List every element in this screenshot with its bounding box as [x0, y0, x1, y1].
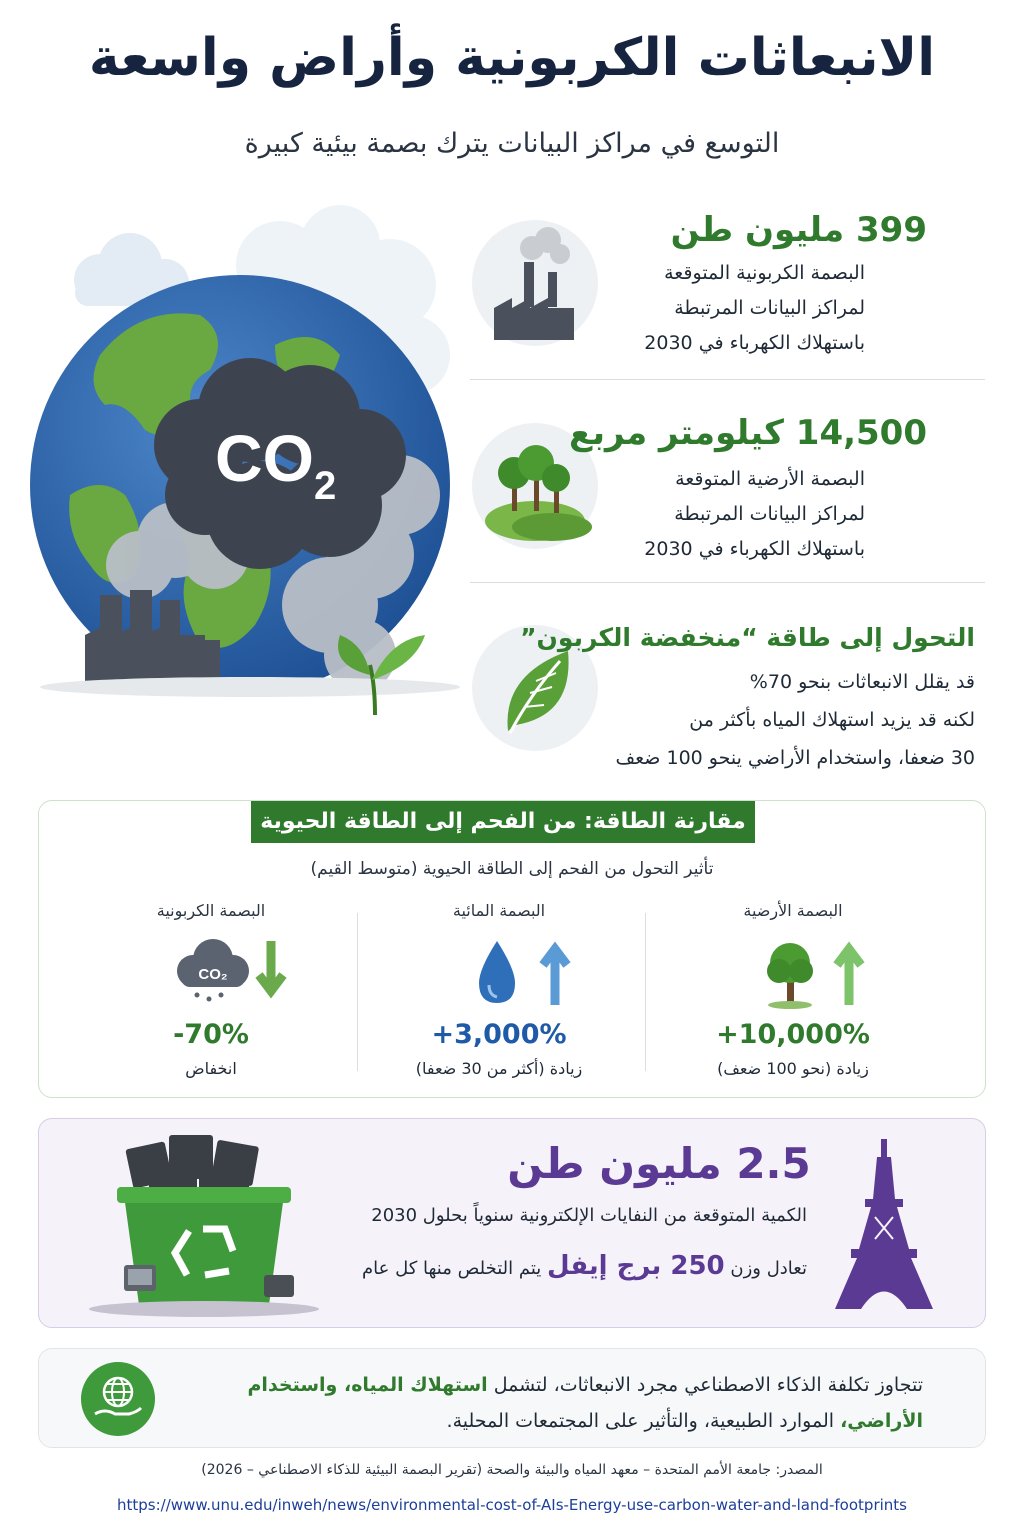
stat-line: البصمة الكربونية المتوقعة [664, 262, 865, 284]
stat-line: باستهلاك الكهرباء في 2030 [644, 332, 865, 354]
factory-icon [472, 220, 598, 346]
stat-value: 14,500 كيلومتر مربع [569, 413, 927, 453]
comparison-water [349, 901, 649, 1081]
comparison-caption: زيادة (أكثر من 30 ضعفا) [415, 1059, 583, 1078]
stat-line: البصمة الأرضية المتوقعة [675, 468, 865, 490]
co2-cloud-icon [171, 935, 291, 1011]
page-subtitle: التوسع في مراكز البيانات يترك بصمة بيئية كبيرة [244, 128, 780, 159]
ewaste-description: الكمية المتوقعة من النفايات الإلكترونية سنوياً بحلول 2030 [371, 1205, 807, 1226]
stat-line: لمراكز البيانات المرتبطة [674, 297, 865, 319]
ewaste-value: 2.5 مليون طن [507, 1139, 811, 1188]
comparison-note: تأثير التحول من الفحم إلى الطاقة الحيوية (متوسط القيم) [310, 859, 714, 879]
globe-hand-icon [81, 1362, 155, 1436]
stat-line: لمراكز البيانات المرتبطة [674, 503, 865, 525]
eiffel-tower-icon [829, 1139, 939, 1309]
stat-line: باستهلاك الكهرباء في 2030 [644, 538, 865, 560]
comparison-caption: انخفاض [185, 1059, 237, 1078]
ewaste-panel [38, 1118, 986, 1328]
tree-icon [753, 935, 873, 1011]
comparison-land [643, 901, 943, 1081]
column-heading: البصمة الكربونية [156, 901, 266, 920]
svg-text:CO₂: CO₂ [198, 966, 228, 983]
co2-label: $CO_2$ [215, 421, 337, 508]
energy-comparison-panel [38, 800, 986, 1098]
source-link[interactable]: https://www.unu.edu/inweh/news/environmental-cost-of-AIs-Energy-use-carbon-water-and-land-footprints [117, 1496, 907, 1514]
water-drop-icon [459, 935, 579, 1011]
column-heading: البصمة المائية [452, 901, 546, 920]
recycling-bin-icon [69, 1125, 339, 1325]
comparison-carbon [61, 901, 361, 1081]
stat-land [470, 403, 985, 583]
divider [470, 582, 985, 583]
comparison-banner: مقارنة الطاقة: من الفحم إلى الطاقة الحيوية [251, 801, 755, 843]
summary-note [38, 1348, 986, 1448]
comparison-value: +10,000% [716, 1019, 870, 1050]
stat-line: قد يقلل الانبعاثات بنحو 70% [749, 671, 975, 693]
page-title: الانبعاثات الكربونية وأراض واسعة [88, 28, 936, 88]
stat-line: 30 ضعفا، واستخدام الأراضي ينحو 100 ضعف [615, 747, 975, 769]
summary-text: تتجاوز تكلفة الذكاء الاصطناعي مجرد الانبعاثات، لتشمل استهلاك المياه، واستخدام الأراضي، الموارد الطبيعية، والتأثير على المجتمعات المحلية. [247, 1374, 923, 1432]
eiffel-count: 250 برج إيفل [547, 1251, 725, 1281]
ewaste-equivalence: تعادل وزن 250 برج إيفل يتم التخلص منها كل عام [361, 1251, 807, 1281]
column-heading: البصمة الأرضية [743, 901, 843, 920]
stat-value: التحول إلى طاقة “منخفضة الكربون” [520, 623, 975, 652]
stat-line: لكنه قد يزيد استهلاك المياه بأكثر من [689, 709, 975, 731]
stat-low-carbon [470, 605, 985, 785]
hero-illustration [30, 195, 470, 735]
comparison-caption: زيادة (نحو 100 ضعف) [717, 1059, 869, 1078]
comparison-value: -70% [173, 1019, 249, 1050]
comparison-value: +3,000% [431, 1019, 567, 1050]
source-text: المصدر: جامعة الأمم المتحدة – معهد المياه والبيئة والصحة (تقرير البصمة البيئية للذكاء الاصطناعي – 2026) [201, 1462, 823, 1478]
divider [470, 379, 985, 380]
stat-carbon [470, 200, 985, 380]
stat-value: 399 مليون طن [670, 210, 927, 250]
